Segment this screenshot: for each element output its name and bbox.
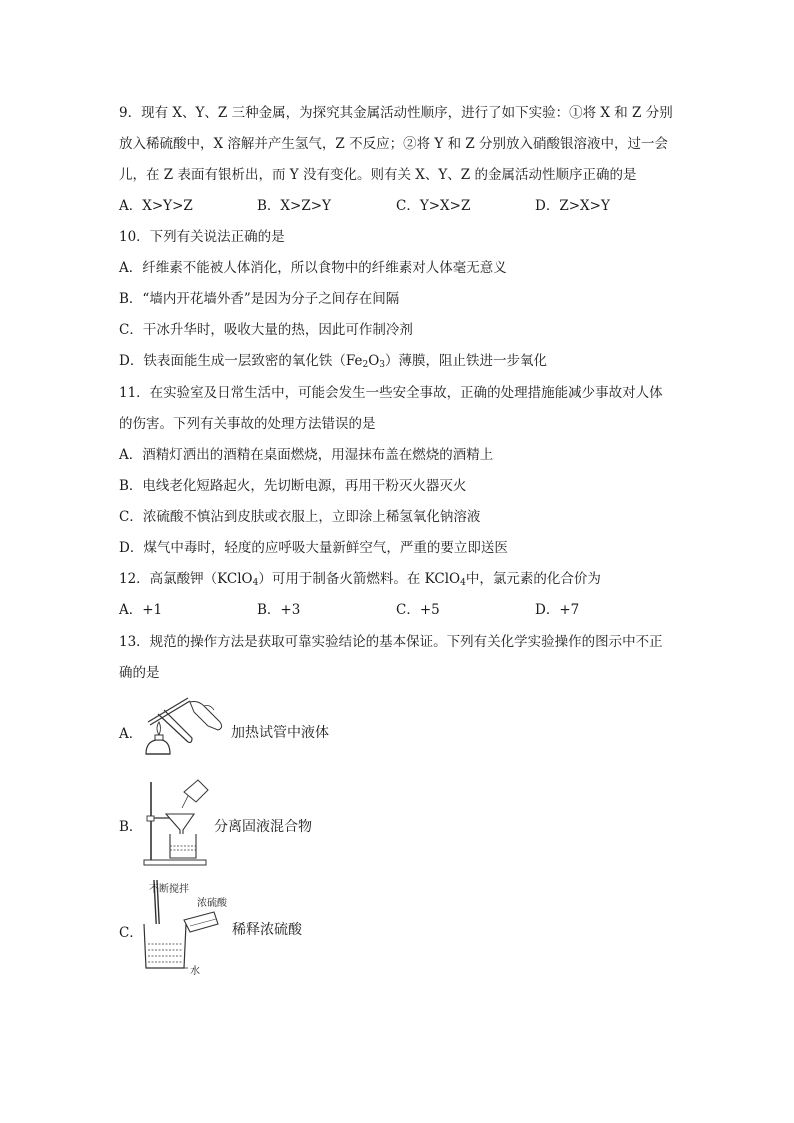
q9-line-2: 放入稀硫酸中，X 溶解并产生氢气，Z 不反应；②将 Y 和 Z 分别放入硝酸银溶液中，过一会 [119,136,669,152]
q9-line-1: 9．现有 X、Y、Z 三种金属，为探究其金属活动性顺序，进行了如下实验：①将 X 和 Z 分别 [119,105,673,121]
q11-option-a: A．酒精灯洒出的酒精在桌面燃烧，用湿抹布盖在燃烧的酒精上 [119,447,494,463]
q12-options [119,600,679,620]
q10-option-d [119,351,547,375]
q13-fig-a-caption: 加热试管中液体 [231,725,329,741]
q10-d-pre: D．铁表面能生成一层致密的氧化铁（Fe [119,353,363,369]
q11-option-b: B．电线老化短路起火，先切断电源，再用干粉灭火器灭火 [119,478,467,494]
q12-stem-post: 中，氯元素的化合价为 [465,571,601,587]
q13-line-2: 确的是 [119,665,160,681]
q9-option-c: C．Y>X>Z [396,198,471,214]
q13-fig-b-caption: 分离固液混合物 [214,819,312,835]
q9-option-a: A．X>Y>Z [119,198,193,214]
q12-stem-sub: 4 [252,578,259,588]
q10-option-c: C．干冰升华时，吸收大量的热，因此可作制冷剂 [119,322,413,338]
q11-option-d: D．煤气中毒时，轻度的应呼吸大量新鲜空气，严重的要立即送医 [119,540,508,556]
q13-fig-c-letter: C． [119,925,143,941]
q9-line-3: 儿，在 Z 表面有银析出，而 Y 没有变化。则有关 X、Y、Z 的金属活动性顺序正确的是 [119,167,637,183]
q13-line-1: 13．规范的操作方法是获取可靠实验结论的基本保证。下列有关化学实验操作的图示中不正 [119,634,663,650]
q13-fig-c-caption: 稀释浓硫酸 [232,922,302,938]
q10-option-b: B．“墙内开花墙外香”是因为分子之间存在间隔 [119,291,400,307]
alcohol-lamp-heating-diagram [138,692,230,762]
q11-line-2: 的伤害。下列有关事故的处理方法错误的是 [119,416,376,432]
q10-stem: 10．下列有关说法正确的是 [119,229,285,245]
q12-option-c: C．+5 [396,602,440,618]
q9-options [119,196,679,216]
q13-fig-c-label-stir: 不断搅拌 [149,884,189,895]
q12-option-d: D．+7 [535,602,580,618]
q13-fig-c-label-water: 水 [190,966,200,977]
q13-fig-a-letter: A． [119,726,143,742]
q12-stem-sub2: 4 [460,578,466,588]
q10-d-sub1: 2 [362,360,369,370]
q9-option-d: D．Z>X>Y [535,198,610,214]
q10-d-mid: O [368,353,380,369]
q12-stem-mid: ）可用于制备火箭燃料。在 KClO [258,571,461,587]
q11-line-1: 11．在实验室及日常生活中，可能会发生一些安全事故，正确的处理措施能减少事故对人体 [119,385,663,401]
q12-option-a: A．+1 [119,602,163,618]
q12-stem-pre: 12．高氯酸钾（KClO [119,571,253,587]
filtration-apparatus-diagram [138,778,214,868]
q13-fig-c-label-acid: 浓硫酸 [197,898,227,909]
q12-stem [119,569,601,593]
q10-option-a: A．纤维素不能被人体消化，所以食物中的纤维素对人体毫无意义 [119,260,507,276]
q10-d-post: ）薄膜，阻止铁进一步氧化 [385,353,547,369]
q12-option-b: B．+3 [257,602,301,618]
q13-fig-b-letter: B． [119,819,143,835]
q11-option-c: C．浓硫酸不慎沾到皮肤或衣服上，立即涂上稀氢氧化钠溶液 [119,509,481,525]
q9-option-b: B．X>Z>Y [257,198,331,214]
q10-d-sub2: 3 [379,360,385,370]
